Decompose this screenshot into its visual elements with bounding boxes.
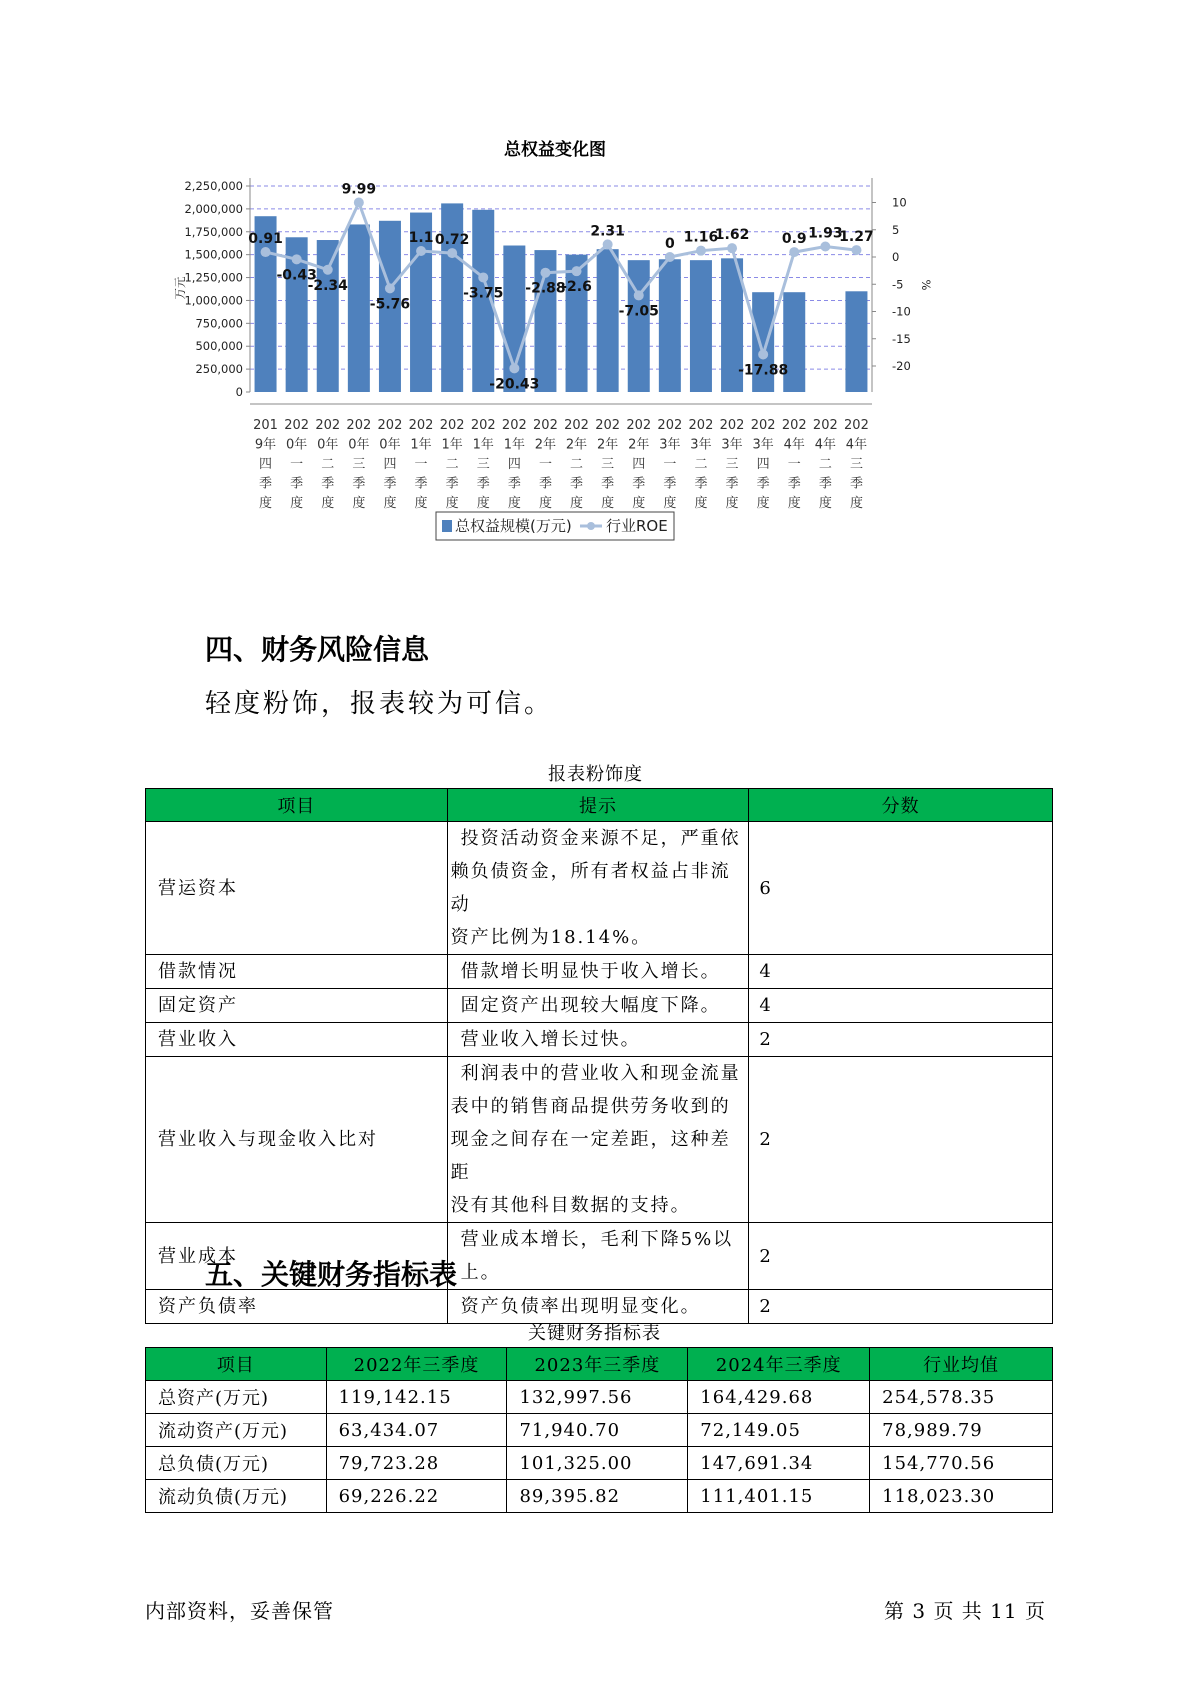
roe-point	[696, 246, 706, 256]
x-tick-label: 季	[694, 476, 708, 492]
risk-hint-line: 投资活动资金来源不足，严重依	[460, 828, 741, 849]
risk-score-cell: 2	[749, 1223, 1053, 1290]
risk-hint-cell	[447, 822, 749, 955]
roe-data-label: -0.43	[276, 267, 317, 284]
x-tick-label: 季	[259, 476, 273, 492]
kpi-2024-cell: 111,401.15	[688, 1480, 870, 1513]
risk-item-cell: 营业收入与现金收入比对	[146, 1057, 448, 1223]
roe-point	[727, 243, 737, 253]
page-number: 第 3 页 共 11 页	[884, 1599, 1046, 1623]
x-tick-label: 度	[321, 496, 335, 511]
x-tick-label: 一	[414, 457, 428, 472]
x-tick-label: 二	[694, 457, 708, 472]
kpi-2024-cell: 72,149.05	[688, 1414, 870, 1447]
x-tick-label: 季	[570, 476, 584, 492]
kpi-industry-cell: 118,023.30	[870, 1480, 1053, 1513]
risk-hint-line: 现金之间存在一定差距，这种差距	[450, 1129, 731, 1183]
y2-axis-label: %	[919, 279, 933, 291]
x-tick-label: 季	[414, 476, 428, 492]
legend-line-label: 行业ROE	[606, 517, 668, 535]
legend-bar-label: 总权益规模(万元)	[455, 517, 572, 535]
x-tick-label: 202	[533, 418, 558, 433]
x-tick-label: 202	[719, 418, 745, 433]
x-tick-label: 202	[408, 418, 434, 433]
x-tick-label: 1年	[472, 437, 494, 453]
equity-bar	[845, 291, 867, 392]
x-tick-label: 度	[352, 496, 366, 511]
x-tick-label: 202	[657, 418, 683, 433]
risk-item-cell: 营业收入	[146, 1023, 448, 1057]
y-tick-label: 2,000,000	[184, 201, 243, 216]
y2-tick-label: 10	[892, 195, 907, 210]
x-tick-label: 四	[632, 457, 646, 472]
x-tick-label: 季	[321, 476, 335, 492]
x-tick-label: 度	[570, 496, 584, 511]
legend-line-marker	[587, 522, 595, 530]
x-tick-label: 度	[414, 496, 428, 511]
kpi-table	[145, 1347, 1053, 1513]
y2-tick-label: -15	[892, 331, 911, 346]
legend-bar-swatch	[442, 520, 452, 532]
x-tick-label: 3年	[690, 437, 712, 453]
risk-table-row	[146, 989, 1053, 1023]
risk-table-row	[146, 1023, 1053, 1057]
risk-table-header	[146, 789, 1053, 822]
x-tick-label: 202	[564, 418, 589, 433]
x-tick-label: 三	[849, 457, 863, 472]
x-tick-label: 202	[626, 418, 652, 433]
x-tick-label: 季	[601, 476, 615, 492]
x-tick-label: 四	[507, 457, 521, 472]
y-tick-label: 250,000	[195, 362, 243, 377]
kpi-2023-cell: 71,940.70	[507, 1414, 688, 1447]
roe-data-label: 1.62	[714, 227, 750, 244]
x-tick-label: 度	[290, 496, 304, 511]
x-tick-label: 度	[538, 496, 552, 511]
y-tick-label: 2,250,000	[184, 179, 243, 193]
x-tick-label: 2年	[565, 437, 588, 453]
x-tick-label: 度	[849, 496, 863, 511]
roe-point	[354, 198, 364, 208]
x-tick-label: 二	[570, 457, 584, 472]
risk-hint-line: 营业成本增长，毛利下降5%以上。	[460, 1229, 734, 1283]
equity-bar	[597, 249, 619, 392]
kpi-industry-cell: 254,578.35	[870, 1381, 1053, 1414]
equity-bar	[690, 260, 712, 392]
risk-hint-line: 资产负债率出现明显变化。	[460, 1296, 701, 1317]
risk-table	[145, 788, 1053, 1324]
x-tick-label: 一	[290, 457, 304, 472]
chart-title: 总权益变化图	[504, 140, 606, 160]
x-tick-label: 4年	[783, 437, 805, 453]
roe-data-label: 2.31	[590, 223, 625, 240]
roe-point	[540, 268, 550, 278]
roe-data-label: -20.43	[489, 376, 540, 393]
x-tick-label: 9年	[254, 437, 277, 453]
kpi-table-row	[146, 1414, 1053, 1447]
risk-hint-cell	[447, 989, 749, 1023]
x-tick-label: 202	[781, 418, 807, 433]
y-tick-label: 1,000,000	[184, 293, 243, 308]
roe-data-label: -7.05	[618, 303, 659, 320]
roe-point	[634, 290, 644, 300]
roe-data-label: 9.99	[341, 181, 377, 198]
risk-score-cell: 4	[749, 955, 1053, 989]
x-tick-label: 季	[632, 476, 646, 492]
y-tick-label: 1,750,000	[184, 224, 243, 239]
kpi-item-cell: 流动资产(万元)	[146, 1414, 327, 1447]
kpi-table-header	[146, 1348, 1053, 1381]
x-tick-label: 1年	[503, 437, 525, 453]
x-tick-label: 0年	[286, 437, 308, 453]
risk-item-cell: 资产负债率	[146, 1290, 448, 1324]
x-tick-label: 季	[352, 476, 366, 492]
x-tick-label: 度	[787, 496, 801, 511]
kpi-item-cell: 总负债(万元)	[146, 1447, 327, 1480]
roe-point	[416, 246, 426, 256]
x-tick-label: 度	[663, 496, 677, 511]
y2-tick-label: -5	[892, 277, 904, 292]
x-tick-label: 季	[725, 476, 739, 492]
risk-hint-cell	[447, 1057, 749, 1223]
x-tick-label: 四	[259, 457, 273, 472]
risk-hint-line: 利润表中的营业收入和现金流量	[460, 1063, 741, 1084]
y-tick-label: 1,250,000	[184, 270, 243, 285]
roe-data-label: 0.91	[248, 231, 283, 248]
x-tick-label: 202	[812, 418, 838, 433]
x-tick-label: 1年	[441, 437, 463, 453]
risk-score-cell: 2	[749, 1290, 1053, 1324]
roe-data-label: -5.76	[369, 296, 411, 313]
x-tick-label: 度	[383, 496, 397, 511]
x-tick-label: 度	[632, 496, 646, 511]
risk-score-cell: 6	[749, 822, 1053, 955]
x-tick-label: 季	[538, 476, 552, 492]
roe-data-label: -3.75	[463, 285, 504, 302]
x-tick-label: 202	[284, 418, 310, 433]
roe-point	[851, 245, 861, 255]
x-tick-label: 季	[663, 476, 677, 492]
x-tick-label: 季	[787, 476, 801, 492]
x-tick-label: 202	[750, 418, 776, 433]
risk-table-row	[146, 822, 1053, 955]
risk-hint-line: 资产比例为18.14%。	[450, 927, 652, 948]
section4-text: 轻度粉饰，报表较为可信。	[205, 689, 554, 719]
x-tick-label: 三	[352, 457, 366, 472]
roe-point	[572, 266, 582, 276]
equity-chart	[170, 140, 1010, 600]
section5-title: 五、关键财务指标表	[205, 1258, 458, 1291]
footer-note: 内部资料，妥善保管	[145, 1599, 334, 1623]
x-tick-label: 季	[756, 476, 770, 492]
x-tick-label: 202	[844, 418, 869, 433]
roe-point	[603, 239, 613, 249]
x-tick-label: 一	[787, 457, 801, 472]
y-tick-label: 1,500,000	[184, 247, 243, 262]
risk-hint-line: 固定资产出现较大幅度下降。	[460, 995, 721, 1016]
risk-score-cell: 4	[749, 989, 1053, 1023]
y2-tick-label: 0	[892, 250, 900, 264]
x-tick-label: 202	[346, 418, 372, 433]
kpi-2023-cell: 89,395.82	[507, 1480, 688, 1513]
x-tick-label: 一	[663, 457, 677, 472]
risk-item-cell: 固定资产	[146, 989, 448, 1023]
roe-point	[447, 248, 457, 258]
roe-data-label: 0.9	[781, 231, 807, 248]
roe-point	[478, 272, 488, 282]
roe-data-label: -17.88	[738, 362, 789, 379]
risk-score-cell: 2	[749, 1023, 1053, 1057]
x-tick-label: 三	[476, 457, 490, 472]
kpi-table-row	[146, 1381, 1053, 1414]
risk-hint-line: 赖负债资金，所有者权益占非流动	[450, 861, 731, 915]
kpi-header-2022: 2022年三季度	[326, 1348, 507, 1381]
kpi-table-row	[146, 1480, 1053, 1513]
equity-bar	[659, 259, 681, 392]
risk-table-caption: 报表粉饰度	[548, 764, 643, 785]
x-tick-label: 季	[290, 476, 304, 492]
kpi-table-caption: 关键财务指标表	[528, 1323, 661, 1344]
x-tick-label: 202	[315, 418, 341, 433]
kpi-2023-cell: 101,325.00	[507, 1447, 688, 1480]
roe-point	[292, 254, 302, 264]
x-tick-label: 季	[818, 476, 832, 492]
y2-tick-label: 5	[892, 222, 900, 237]
x-tick-label: 2年	[534, 437, 557, 453]
y2-tick-label: -10	[892, 304, 911, 319]
roe-point	[261, 247, 271, 257]
x-tick-label: 度	[507, 496, 521, 511]
x-tick-label: 二	[445, 457, 459, 472]
equity-bar	[348, 224, 370, 392]
risk-hint-line: 表中的销售商品提供劳务收到的	[450, 1096, 731, 1117]
roe-point	[509, 363, 519, 373]
kpi-2024-cell: 147,691.34	[688, 1447, 870, 1480]
roe-point	[665, 252, 675, 262]
x-tick-label: 0年	[317, 437, 339, 453]
risk-hint-cell	[447, 955, 749, 989]
x-tick-label: 季	[476, 476, 490, 492]
x-tick-label: 2年	[597, 437, 619, 453]
equity-chart-svg	[170, 140, 1010, 600]
x-tick-label: 三	[601, 457, 615, 472]
risk-hint-line: 借款增长明显快于收入增长。	[460, 961, 721, 982]
x-tick-label: 季	[445, 476, 459, 492]
x-tick-label: 度	[694, 496, 708, 511]
x-tick-label: 二	[321, 457, 335, 472]
roe-point	[789, 247, 799, 257]
y2-tick-label: -20	[892, 359, 911, 373]
x-tick-label: 3年	[721, 437, 743, 453]
roe-point	[820, 241, 830, 251]
kpi-2024-cell: 164,429.68	[688, 1381, 870, 1414]
roe-data-label: -2.34	[307, 277, 348, 294]
y-axis-label: 万元	[173, 276, 187, 300]
roe-data-label: 1.1	[408, 230, 434, 247]
risk-header-hint: 提示	[447, 789, 749, 822]
x-tick-label: 202	[439, 418, 465, 433]
kpi-header-2024: 2024年三季度	[688, 1348, 870, 1381]
risk-score-cell: 2	[749, 1057, 1053, 1223]
roe-data-label: 0	[664, 236, 675, 252]
x-tick-label: 一	[538, 457, 552, 472]
risk-table-row	[146, 1057, 1053, 1223]
y-tick-label: 500,000	[195, 339, 243, 354]
roe-data-label: 1.16	[683, 229, 719, 246]
risk-item-cell: 营业成本	[146, 1223, 448, 1290]
roe-data-label: 1.27	[839, 229, 874, 246]
kpi-header-item: 项目	[146, 1348, 327, 1381]
x-tick-label: 三	[725, 457, 739, 472]
x-tick-label: 度	[445, 496, 459, 511]
risk-header-item: 项目	[146, 789, 448, 822]
x-tick-label: 度	[756, 496, 770, 511]
x-tick-label: 二	[818, 457, 832, 472]
x-tick-label: 度	[476, 496, 490, 511]
x-tick-label: 四	[383, 457, 397, 472]
kpi-industry-cell: 78,989.79	[870, 1414, 1053, 1447]
roe-data-label: -2.6	[561, 279, 592, 296]
x-tick-label: 4年	[845, 437, 868, 453]
roe-point	[385, 283, 395, 293]
x-tick-label: 202	[377, 418, 403, 433]
risk-hint-line: 没有其他科目数据的支持。	[450, 1195, 691, 1216]
kpi-2022-cell: 119,142.15	[326, 1381, 507, 1414]
kpi-table-row	[146, 1447, 1053, 1480]
risk-hint-cell	[447, 1023, 749, 1057]
roe-data-label: 1.93	[808, 225, 843, 242]
roe-point	[758, 349, 768, 359]
x-tick-label: 季	[849, 476, 863, 492]
x-tick-label: 0年	[348, 437, 370, 453]
kpi-header-2023: 2023年三季度	[507, 1348, 688, 1381]
roe-point	[323, 265, 333, 275]
x-tick-label: 度	[259, 496, 273, 511]
y-tick-label: 750,000	[195, 316, 243, 331]
x-tick-label: 2年	[628, 437, 650, 453]
x-tick-label: 季	[383, 476, 397, 492]
risk-hint-line: 营业收入增长过快。	[460, 1029, 641, 1050]
kpi-2022-cell: 69,226.22	[326, 1480, 507, 1513]
x-tick-label: 202	[688, 418, 714, 433]
roe-data-label: 0.72	[434, 232, 470, 249]
kpi-item-cell: 总资产(万元)	[146, 1381, 327, 1414]
x-tick-label: 0年	[379, 437, 401, 453]
x-tick-label: 季	[507, 476, 521, 492]
risk-header-score: 分数	[749, 789, 1053, 822]
section4-title: 四、财务风险信息	[205, 633, 430, 666]
x-tick-label: 202	[470, 418, 496, 433]
risk-hint-cell	[447, 1223, 749, 1290]
x-tick-label: 202	[595, 418, 621, 433]
x-tick-label: 度	[818, 496, 832, 511]
kpi-2022-cell: 79,723.28	[326, 1447, 507, 1480]
x-tick-label: 4年	[814, 437, 836, 453]
kpi-2023-cell: 132,997.56	[507, 1381, 688, 1414]
x-tick-label: 四	[756, 457, 770, 472]
equity-bar	[317, 240, 339, 392]
kpi-industry-cell: 154,770.56	[870, 1447, 1053, 1480]
kpi-2022-cell: 63,434.07	[326, 1414, 507, 1447]
risk-item-cell: 营运资本	[146, 822, 448, 955]
kpi-header-industry: 行业均值	[870, 1348, 1053, 1381]
x-tick-label: 202	[501, 418, 527, 433]
x-tick-label: 3年	[752, 437, 774, 453]
x-tick-label: 1年	[410, 437, 432, 453]
risk-table-row	[146, 955, 1053, 989]
kpi-item-cell: 流动负债(万元)	[146, 1480, 327, 1513]
roe-data-label: -2.88	[525, 280, 566, 297]
risk-item-cell: 借款情况	[146, 955, 448, 989]
x-tick-label: 度	[725, 496, 739, 511]
x-tick-label: 3年	[659, 437, 681, 453]
x-tick-label: 201	[253, 418, 278, 433]
x-tick-label: 度	[601, 496, 615, 511]
y-tick-label: 0	[235, 385, 243, 399]
